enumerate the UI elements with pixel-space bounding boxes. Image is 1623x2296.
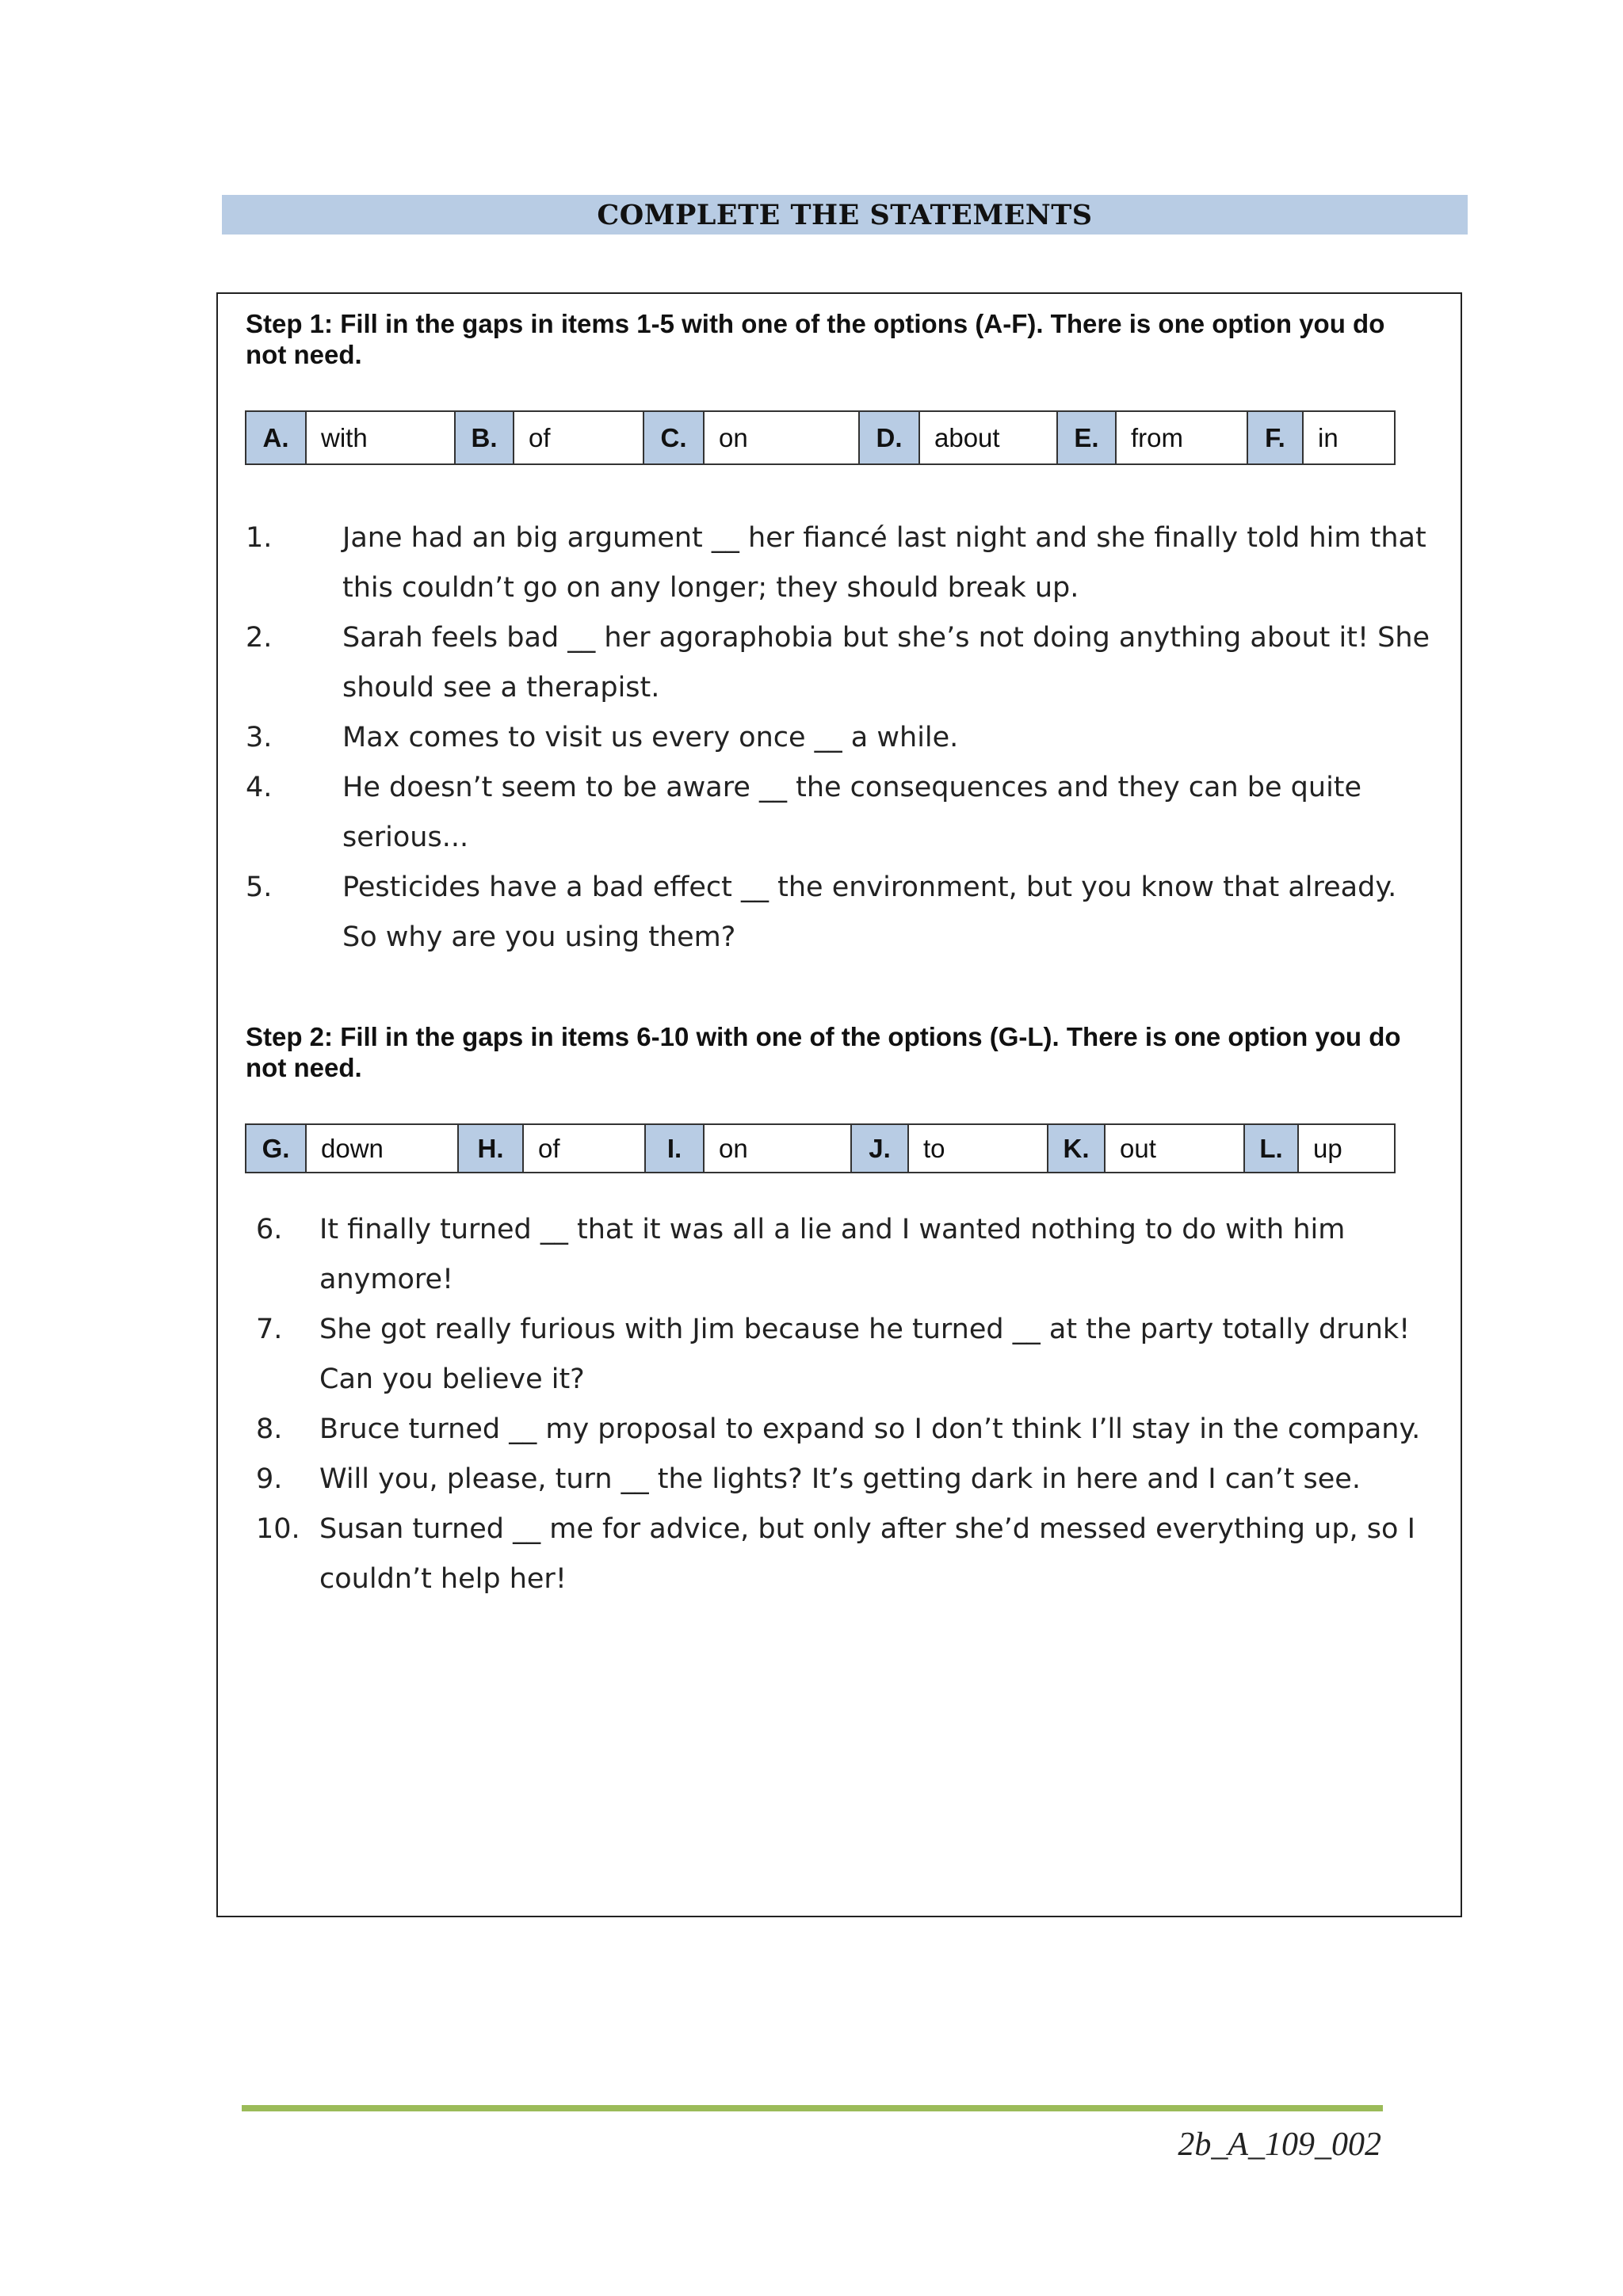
step1-items	[246, 513, 1434, 963]
option-key: K.	[1048, 1124, 1105, 1173]
option-word: with	[306, 411, 455, 464]
option-key: C.	[643, 411, 704, 464]
item-text: Pesticides have a bad effect __ the environment, but you know that already. So why are you using them?	[342, 871, 1397, 953]
option-word: on	[704, 1124, 851, 1173]
step1-instruction: Step 1: Fill in the gaps in items 1-5 with one of the options (A-F). There is one option you do not need.	[246, 309, 1385, 369]
item-text: Sarah feels bad __ her agoraphobia but she’s not doing anything about it! She should see a therapist.	[342, 622, 1430, 704]
item-text: Will you, please, turn __ the lights? It’s getting dark in here and I can’t see.	[319, 1463, 1361, 1495]
list-item	[246, 713, 1434, 763]
item-text: She got really furious with Jim because he turned __ at the party totally drunk! Can you believe it?	[319, 1314, 1411, 1395]
item-number: 10.	[256, 1513, 300, 1545]
item-number: 3.	[246, 722, 273, 753]
option-key: E.	[1057, 411, 1116, 464]
option-key: G.	[246, 1124, 306, 1173]
list-item	[256, 1505, 1445, 1604]
option-key: B.	[455, 411, 514, 464]
item-number: 6.	[256, 1214, 283, 1245]
step2-items	[256, 1205, 1445, 1604]
item-number: 4.	[246, 772, 273, 803]
option-key: I.	[645, 1124, 704, 1173]
option-word: of	[523, 1124, 645, 1173]
list-item	[256, 1405, 1445, 1455]
step2-instruction: Step 2: Fill in the gaps in items 6-10 with one of the options (G-L). There is one option you do not need.	[246, 1022, 1401, 1082]
item-number: 1.	[246, 522, 273, 554]
item-number: 9.	[256, 1463, 283, 1495]
item-text: Max comes to visit us every once __ a while.	[342, 722, 959, 753]
option-word: from	[1116, 411, 1247, 464]
option-key: F.	[1247, 411, 1303, 464]
list-item	[246, 863, 1434, 963]
option-key: J.	[851, 1124, 908, 1173]
list-item	[246, 513, 1434, 613]
item-number: 5.	[246, 871, 273, 903]
title-bar	[222, 195, 1468, 235]
option-key: A.	[246, 411, 306, 464]
option-word: about	[919, 411, 1057, 464]
item-text: Bruce turned __ my proposal to expand so I don’t think I’ll stay in the company.	[319, 1413, 1421, 1445]
list-item	[256, 1205, 1445, 1305]
document-code: 2b_A_109_002	[1178, 2126, 1381, 2163]
list-item	[256, 1305, 1445, 1405]
option-key: L.	[1244, 1124, 1298, 1173]
list-item	[246, 613, 1434, 713]
list-item	[246, 763, 1434, 863]
item-number: 7.	[256, 1314, 283, 1345]
item-number: 2.	[246, 622, 273, 654]
item-number: 8.	[256, 1413, 283, 1445]
option-word: down	[306, 1124, 458, 1173]
item-text: Jane had an big argument __ her fiancé last night and she finally told him that this couldn’t go on any longer; they should break up.	[342, 522, 1426, 604]
item-text: He doesn’t seem to be aware __ the consequences and they can be quite serious...	[342, 772, 1362, 853]
step1-options-table	[245, 410, 1396, 465]
option-key: H.	[458, 1124, 523, 1173]
option-key: D.	[859, 411, 919, 464]
option-word: to	[908, 1124, 1048, 1173]
option-word: out	[1105, 1124, 1244, 1173]
step2-options-table	[245, 1123, 1396, 1173]
option-word: up	[1298, 1124, 1395, 1173]
option-word: of	[514, 411, 643, 464]
option-word: in	[1303, 411, 1395, 464]
page-title: COMPLETE THE STATEMENTS	[597, 198, 1093, 231]
item-text: It finally turned __ that it was all a lie and I wanted nothing to do with him anymore!	[319, 1214, 1346, 1295]
footer-divider	[242, 2105, 1383, 2111]
item-text: Susan turned __ me for advice, but only after she’d messed everything up, so I couldn’t help her!	[319, 1513, 1415, 1595]
option-word: on	[704, 411, 859, 464]
list-item	[256, 1455, 1445, 1505]
